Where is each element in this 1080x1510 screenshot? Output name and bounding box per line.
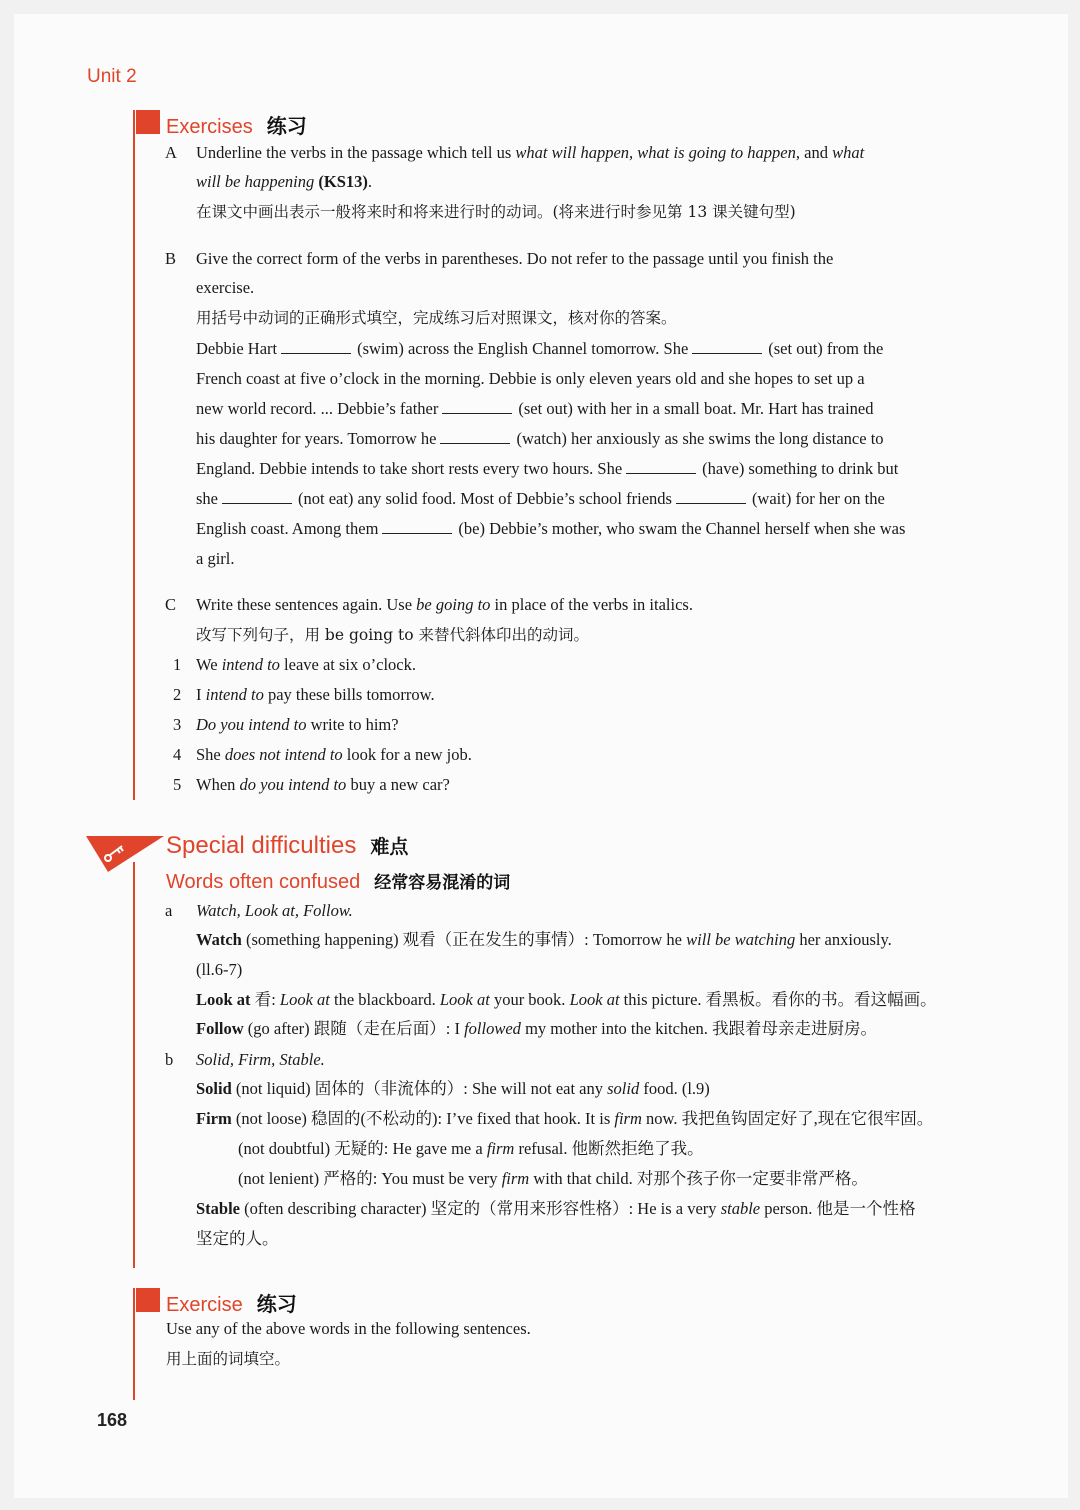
answer-blank[interactable] <box>382 519 452 534</box>
section-b-letter: b <box>165 1050 174 1069</box>
section-b-title: Solid, Firm, Stable. <box>196 1050 325 1069</box>
answer-blank[interactable] <box>442 399 512 414</box>
exercises-heading <box>166 110 307 139</box>
exercise-b-chinese: 用括号中动词的正确形式填空，完成练习后对照课文，核对你的答案。 <box>196 309 677 327</box>
exercises-heading-cn: 练习 <box>266 114 307 138</box>
passage-line: new world record. ... Debbie’s father (set out) with her in a small boat. Mr. Hart has trained <box>196 399 874 418</box>
exercise-chinese: 用上面的词填空。 <box>166 1350 291 1368</box>
margin-rule <box>133 110 135 800</box>
margin-rule <box>133 862 135 1268</box>
sentence-item: I intend to pay these bills tomorrow. <box>196 685 435 704</box>
watch-entry: Watch (something happening) 观看（正在发生的事情）: Tomorrow he will be watching her anxiously. <box>196 930 892 949</box>
follow-entry: Follow (go after) 跟随（走在后面）: I followed my mother into the kitchen. 我跟着母亲走进厨房。 <box>196 1019 878 1038</box>
passage-line: English coast. Among them (be) Debbie’s mother, who swam the Channel herself when she was <box>196 519 906 538</box>
exercise-a-letter: A <box>165 143 177 162</box>
sentence-item: Do you intend to write to him? <box>196 715 399 734</box>
item-number: 2 <box>173 685 182 704</box>
answer-blank[interactable] <box>676 489 746 504</box>
exercise-c-instruction: Write these sentences again. Use be going to in place of the verbs in italics. <box>196 595 693 614</box>
key-icon <box>86 834 166 874</box>
exercise-c-chinese: 改写下列句子，用 be going to 来替代斜体印出的动词。 <box>196 626 589 644</box>
answer-blank[interactable] <box>440 429 510 444</box>
sentence-item: She does not intend to look for a new job. <box>196 745 472 764</box>
exercise-b-letter: B <box>165 249 177 268</box>
passage-line: she (not eat) any solid food. Most of Debbie’s school friends (wait) for her on the <box>196 489 885 508</box>
passage-line: French coast at five o’clock in the morning. Debbie is only eleven years old and she hopes to set up a <box>196 369 865 388</box>
margin-rule <box>133 1288 135 1400</box>
page-number: 168 <box>97 1410 128 1430</box>
firm-entry-doubtful: (not doubtful) 无疑的: He gave me a firm refusal. 他断然拒绝了我。 <box>238 1139 704 1158</box>
special-difficulties-heading: Special difficulties 难点 <box>166 832 409 859</box>
solid-entry: Solid (not liquid) 固体的（非流体的）: She will not eat any solid food. (l.9) <box>196 1079 710 1098</box>
firm-entry: Firm (not loose) 稳固的(不松动的): I’ve fixed that hook. It is firm now. 我把鱼钩固定好了,现在它很牢固。 <box>196 1109 934 1128</box>
item-number: 4 <box>173 745 182 764</box>
exercise-a-chinese: 在课文中画出表示一般将来时和将来进行时的动词。(将来进行时参见第 13 课关键句型) <box>196 203 796 221</box>
passage-line: his daughter for years. Tomorrow he (watch) her anxiously as she swims the long distance to <box>196 429 884 448</box>
words-confused-heading: Words often confused 经常容易混淆的词 <box>166 871 511 893</box>
section-a-title: Watch, Look at, Follow. <box>196 901 353 920</box>
watch-reference: (ll.6-7) <box>196 960 243 979</box>
exercise-heading: Exercise 练习 <box>166 1292 297 1316</box>
passage-line: a girl. <box>196 549 235 568</box>
answer-blank[interactable] <box>281 339 351 354</box>
exercise-b-instruction-cont: exercise. <box>196 278 255 297</box>
heading-marker <box>136 110 160 134</box>
section-a-letter: a <box>165 901 173 920</box>
item-number: 1 <box>173 655 182 674</box>
stable-entry-cont: 坚定的人。 <box>196 1229 279 1248</box>
exercise-b-instruction: Give the correct form of the verbs in parentheses. Do not refer to the passage until you finish the <box>196 249 834 268</box>
exercise-a-instruction: Underline the verbs in the passage which tell us what will happen, what is going to happen, and what <box>196 143 865 162</box>
sentence-item: When do you intend to buy a new car? <box>196 775 450 794</box>
sentence-item: We intend to leave at six o’clock. <box>196 655 416 674</box>
unit-label: Unit 2 <box>87 66 137 87</box>
exercise-a-instruction-cont: will be happening (KS13). <box>196 172 372 191</box>
item-number: 3 <box>173 715 182 734</box>
passage-line: England. Debbie intends to take short rests every two hours. She (have) something to drink but <box>196 459 899 478</box>
firm-entry-lenient: (not lenient) 严格的: You must be very firm with that child. 对那个孩子你一定要非常严格。 <box>238 1169 868 1188</box>
look-at-entry: Look at 看: Look at the blackboard. Look at your book. Look at this picture. 看黑板。看你的书。看这幅画。 <box>196 990 937 1009</box>
exercise-c-letter: C <box>165 595 177 614</box>
answer-blank[interactable] <box>222 489 292 504</box>
exercise-instruction: Use any of the above words in the following sentences. <box>166 1319 531 1338</box>
exercises-heading-en: Exercises <box>166 116 253 138</box>
item-number: 5 <box>173 775 182 794</box>
passage-line: Debbie Hart (swim) across the English Channel tomorrow. She (set out) from the <box>196 339 884 358</box>
answer-blank[interactable] <box>626 459 696 474</box>
stable-entry: Stable (often describing character) 坚定的（常用来形容性格）: He is a very stable person. 他是一个性格 <box>196 1199 916 1218</box>
heading-marker <box>136 1288 160 1312</box>
answer-blank[interactable] <box>692 339 762 354</box>
